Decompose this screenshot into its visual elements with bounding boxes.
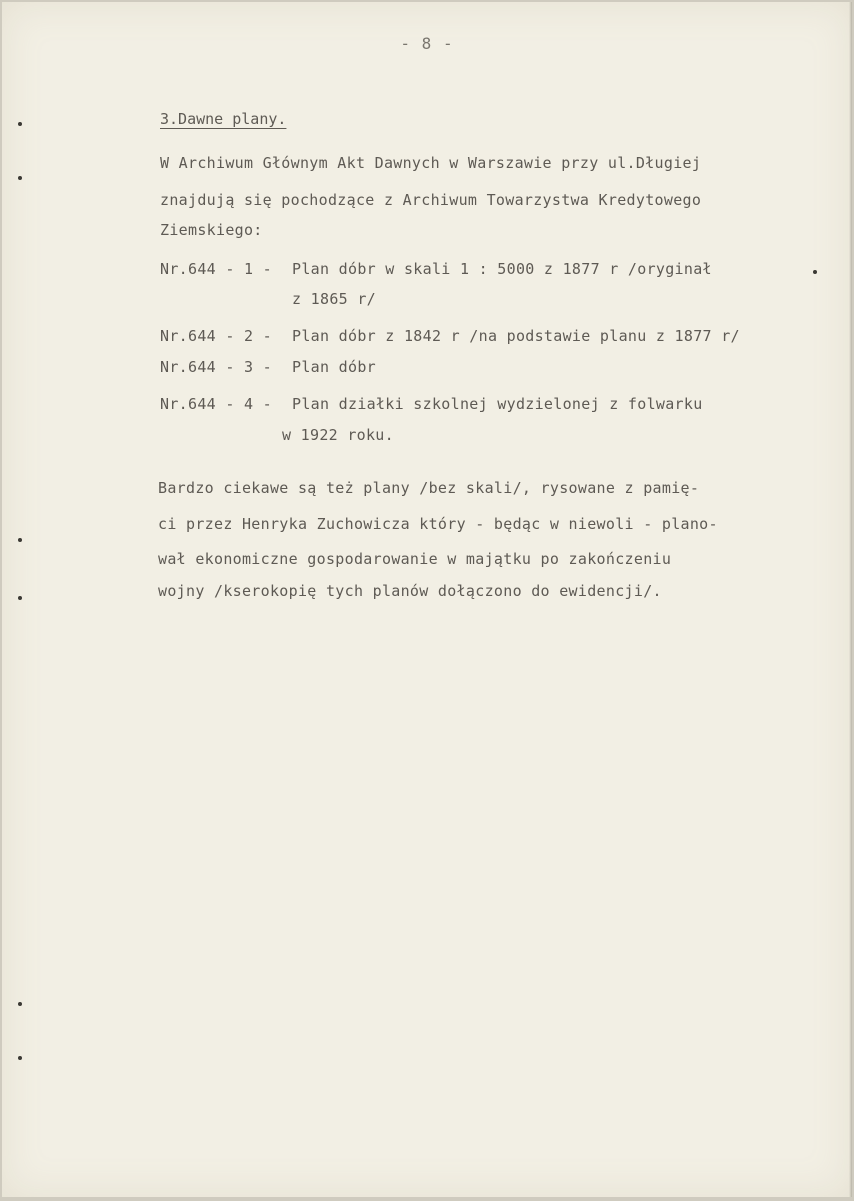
closing-line-4: wojny /kserokopię tych planów dołączono do ewidencji/.	[158, 582, 662, 600]
plan-description-1: Plan dóbr w skali 1 : 5000 z 1877 r /oryginał	[292, 260, 712, 278]
page-number: - 8 -	[400, 34, 454, 53]
margin-mark	[18, 538, 22, 542]
plan-number-1: Nr.644 - 1 -	[160, 260, 272, 278]
closing-line-3: wał ekonomiczne gospodarowanie w majątku po zakończeniu	[158, 550, 672, 568]
intro-line-2: znajdują się pochodzące z Archiwum Towarzystwa Kredytowego	[160, 191, 702, 209]
margin-mark	[813, 270, 817, 274]
plan-number-3: Nr.644 - 3 -	[160, 358, 272, 376]
intro-line-3: Ziemskiego:	[160, 221, 263, 239]
section-heading: 3.Dawne plany.	[160, 110, 287, 128]
intro-line-1: W Archiwum Głównym Akt Dawnych w Warszawie przy ul.Długiej	[160, 154, 702, 172]
plan-description-2: Plan dóbr z 1842 r /na podstawie planu z 1877 r/	[292, 327, 740, 345]
plan-description-4: Plan działki szkolnej wydzielonej z folwarku	[292, 395, 703, 413]
plan-number-2: Nr.644 - 2 -	[160, 327, 272, 345]
plan-continuation-1: z 1865 r/	[292, 290, 376, 308]
margin-mark	[18, 1056, 22, 1060]
margin-mark	[18, 596, 22, 600]
document-page	[2, 2, 852, 1197]
plan-continuation-4: w 1922 roku.	[282, 426, 394, 444]
page-edge-shadow	[849, 2, 852, 1197]
closing-line-1: Bardzo ciekawe są też plany /bez skali/, rysowane z pamię-	[158, 479, 700, 497]
margin-mark	[18, 176, 22, 180]
margin-mark	[18, 122, 22, 126]
margin-mark	[18, 1002, 22, 1006]
closing-line-2: ci przez Henryka Zuchowicza który - będąc w niewoli - plano-	[158, 515, 718, 533]
plan-number-4: Nr.644 - 4 -	[160, 395, 272, 413]
plan-description-3: Plan dóbr	[292, 358, 376, 376]
